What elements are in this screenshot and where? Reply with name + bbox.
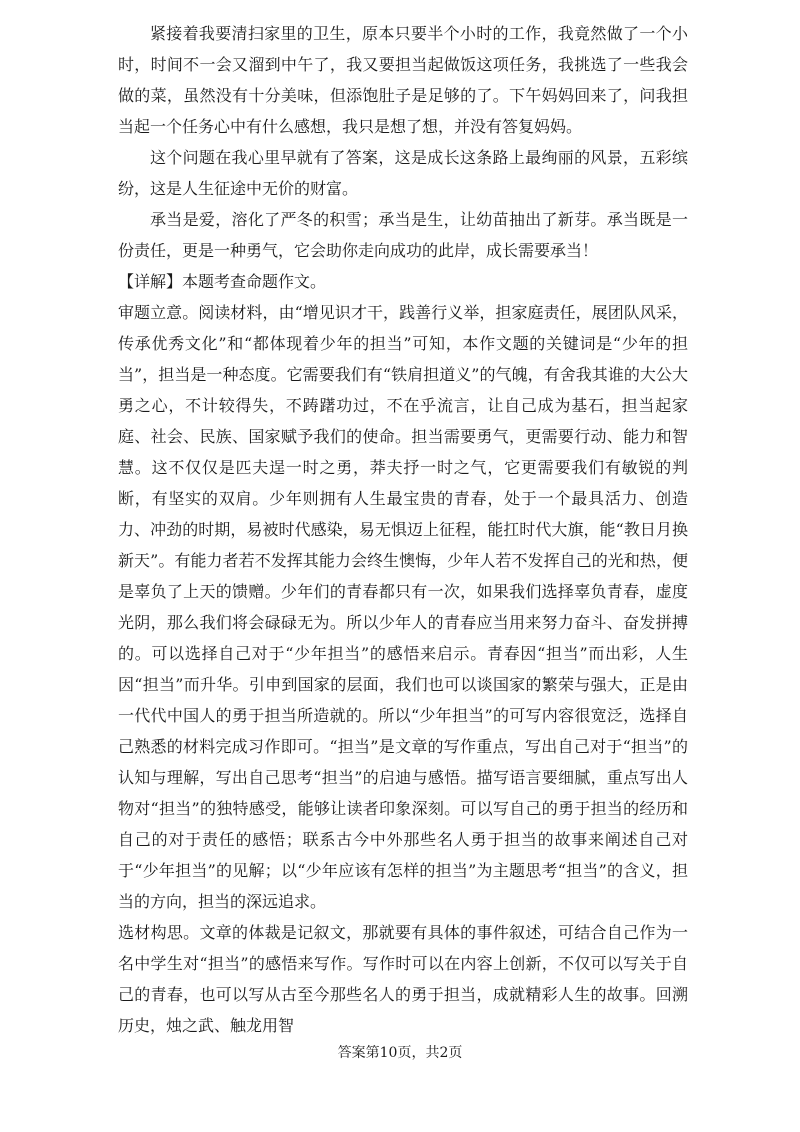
essay-paragraph-1: 紧接着我要清扫家里的卫生，原本只要半个小时的工作，我竟然做了一个小时，时间不一会又溜到中午了，我又要担当起做饭这项任务，我挑选了一些我会做的菜，虽然没有十分美味，但添饱肚子是足够的了。下午妈妈回来了，问我担当起一个任务心中有什么感想，我只是想了想，并没有答复妈妈。 [118, 24, 688, 136]
page-footer: 答案第10页，共2页 [337, 1045, 463, 1061]
material-paragraph: 选材构思。文章的体裁是记叙文，那就要有具体的事件叙述，可结合自己作为一名中学生对“担当”的感悟来写作。写作时可以在内容上创新，不仅可以写关于自己的青春，也可以写从古至今那些名人的勇于担当，成就精彩人生的故事。回溯历史，烛之武、触龙用智 [118, 923, 688, 1035]
essay-paragraph-3: 承当是爱，溶化了严冬的积雪；承当是生，让幼苗抽出了新芽。承当既是一份责任，更是一种勇气，它会助你走向成功的此岸，成长需要承当！ [118, 210, 688, 260]
document-page [118, 18, 688, 1041]
essay-paragraph-2: 这个问题在我心里早就有了答案，这是成长这条路上最绚丽的风景，五彩缤纷，这是人生征途中无价的财富。 [118, 148, 688, 198]
analysis-paragraph: 审题立意。阅读材料，由“增见识才干，践善行义举，担家庭责任，展团队风采，传承优秀文化”和“都体现着少年的担当”可知，本作文题的关键词是“少年的担当”，担当是一种态度。它需要我们有“铁肩担道义”的气魄，有舍我其谁的大公大勇之心，不计较得失，不踌躇功过，不在乎流言，让自己成为基石，担当起家庭、社会、民族、国家赋予我们的使命。担当需要勇气，更需要行动、能力和智慧。这不仅仅是匹夫逞一时之勇，莽夫抒一时之气，它更需要我们有敏锐的判断，有坚实的双肩。少年则拥有人生最宝贵的青春，处于一个最具活力、创造力、冲劲的时期，易被时代感染，易无惧迈上征程，能扛时代大旗，能“教日月换新天”。有能力者若不发挥其能力会终生懊悔，少年人若不发挥自己的光和热，便是辜负了上天的馈赠。少年们的青春都只有一次，如果我们选择辜负青春，虚度光阴，那么我们将会碌碌无为。所以少年人的青春应当用来努力奋斗、奋发拼搏的。可以选择自己对于“少年担当”的感悟来启示。青春因“担当”而出彩，人生因“担当”而升华。引申到国家的层面，我们也可以谈国家的繁荣与强大，正是由一代代中国人的勇于担当所造就的。所以“少年担当”的可写内容很宽泛，选择自己熟悉的材料完成习作即可。“担当”是文章的写作重点，写出自己对于“担当”的认知与理解，写出自己思考“担当”的启迪与感悟。描写语言要细腻，重点写出人物对“担当”的独特感受，能够让读者印象深刻。可以写自己的勇于担当的经历和自己的对于责任的感悟；联系古今中外那些名人勇于担当的故事来阐述自己对于“少年担当”的见解；以“少年应该有怎样的担当”为主题思考“担当”的含义，担当的方向，担当的深远追求。 [118, 303, 688, 911]
detail-heading: 【详解】本题考查命题作文。 [118, 272, 327, 291]
